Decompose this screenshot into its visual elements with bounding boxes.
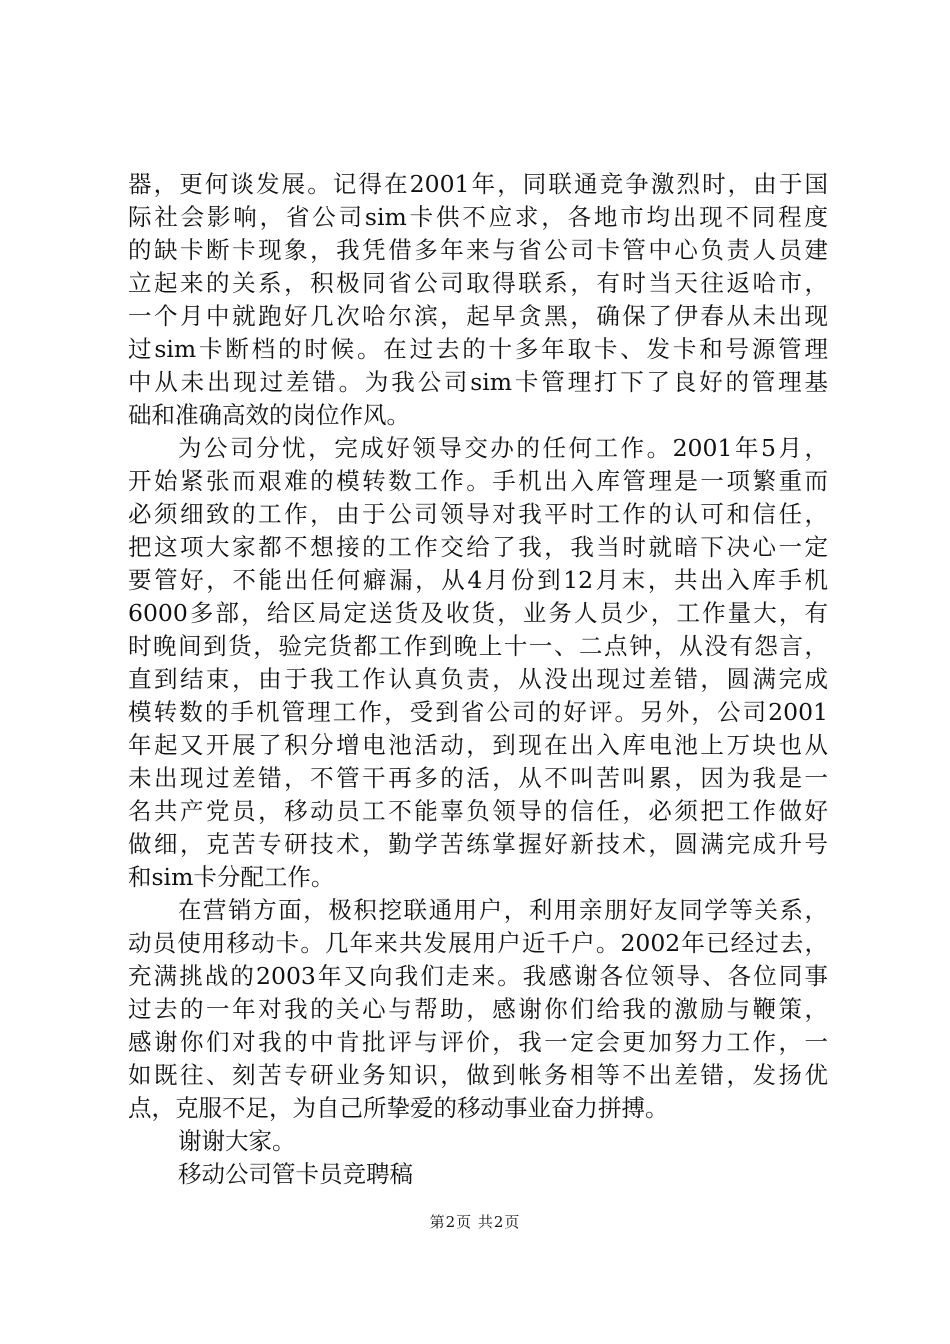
text-line: 把这项大家都不想接的工作交给了我，我当时就暗下决心一定 bbox=[128, 533, 828, 561]
text-line: 年起又开展了积分增电池活动，到现在出入库电池上万块也从 bbox=[128, 731, 828, 759]
paragraph-p4 bbox=[128, 1125, 828, 1158]
paragraph-p2 bbox=[128, 432, 828, 894]
paragraph-p5 bbox=[128, 1158, 828, 1191]
text-line: 过sim卡断档的时候。在过去的十多年取卡、发卡和号源管理 bbox=[128, 335, 828, 363]
text-line: 为公司分忧，完成好领导交办的任何工作。2001年5月， bbox=[178, 434, 828, 462]
text-line: 6000多部，给区局定送货及收货，业务人员少，工作量大，有 bbox=[128, 599, 828, 627]
text-line: 谢谢大家。 bbox=[178, 1127, 296, 1155]
text-line: 如既往、刻苦专研业务知识，做到帐务相等不出差错，发扬优 bbox=[128, 1061, 828, 1089]
text-line: 必须细致的工作，由于公司领导对我平时工作的认可和信任， bbox=[128, 500, 828, 528]
text-line: 和sim卡分配工作。 bbox=[128, 863, 335, 891]
document-body bbox=[128, 168, 828, 1191]
text-line: 模转数的手机管理工作，受到省公司的好评。另外，公司2001 bbox=[128, 698, 828, 726]
text-line: 础和准确高效的岗位作风。 bbox=[128, 401, 410, 429]
text-line: 的缺卡断卡现象，我凭借多年来与省公司卡管中心负责人员建 bbox=[128, 236, 828, 264]
text-line: 中从未出现过差错。为我公司sim卡管理打下了良好的管理基 bbox=[128, 368, 828, 396]
text-line: 开始紧张而艰难的模转数工作。手机出入库管理是一项繁重而 bbox=[128, 467, 828, 495]
text-line: 立起来的关系，积极同省公司取得联系，有时当天往返哈市， bbox=[128, 269, 828, 297]
text-line: 动员使用移动卡。几年来共发展用户近千户。2002年已经过去， bbox=[128, 929, 828, 957]
text-line: 在营销方面，极积挖联通用户，利用亲朋好友同学等关系， bbox=[178, 896, 828, 924]
text-line: 点，克服不足，为自己所挚爱的移动事业奋力拼搏。 bbox=[128, 1094, 669, 1122]
text-line: 一个月中就跑好几次哈尔滨，起早贪黑，确保了伊春从未出现 bbox=[128, 302, 828, 330]
text-line: 器，更何谈发展。记得在2001年，同联通竞争激烈时，由于国 bbox=[128, 170, 828, 198]
text-line: 未出现过差错，不管干再多的活，从不叫苦叫累，因为我是一 bbox=[128, 764, 828, 792]
text-line: 时晚间到货，验完货都工作到晚上十一、二点钟，从没有怨言， bbox=[128, 632, 828, 660]
text-line: 要管好，不能出任何癖漏，从4月份到12月末，共出入库手机 bbox=[128, 566, 828, 594]
paragraph-p3 bbox=[128, 894, 828, 1125]
text-line: 过去的一年对我的关心与帮助，感谢你们给我的激励与鞭策， bbox=[128, 995, 828, 1023]
page-footer: 第2页 共2页 bbox=[429, 1213, 521, 1231]
text-line: 直到结束，由于我工作认真负责，从没出现过差错，圆满完成 bbox=[128, 665, 828, 693]
text-line: 名共产党员，移动员工不能辜负领导的信任，必须把工作做好 bbox=[128, 797, 828, 825]
text-line: 充满挑战的2003年又向我们走来。我感谢各位领导、各位同事 bbox=[128, 962, 828, 990]
text-line: 移动公司管卡员竞聘稿 bbox=[178, 1160, 413, 1188]
text-line: 感谢你们对我的中肯批评与评价，我一定会更加努力工作，一 bbox=[128, 1028, 828, 1056]
paragraph-p1 bbox=[128, 168, 828, 432]
text-line: 做细，克苦专研技术，勤学苦练掌握好新技术，圆满完成升号 bbox=[128, 830, 828, 858]
text-line: 际社会影响，省公司sim卡供不应求，各地市均出现不同程度 bbox=[128, 203, 828, 231]
